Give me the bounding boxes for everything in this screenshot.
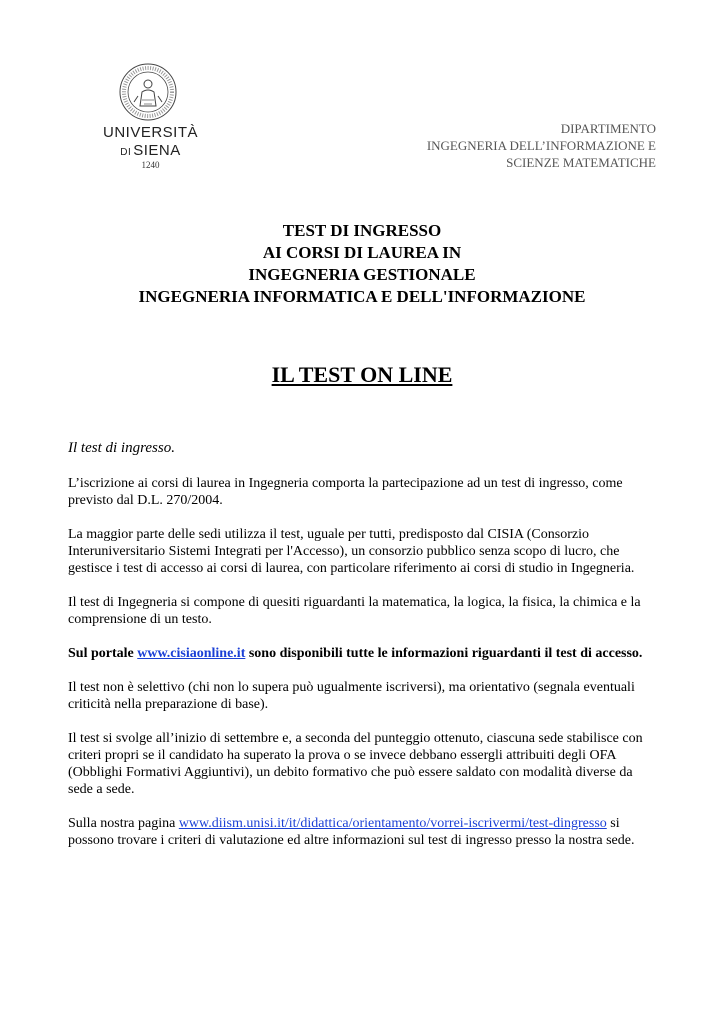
paragraph-4-after: sono disponibili tutte le informazioni riguardanti il test di accesso. xyxy=(245,646,643,661)
logo-siena: SIENA xyxy=(133,142,181,159)
paragraph-7-before: Sulla nostra pagina xyxy=(68,816,179,831)
paragraph-7-after: si possono trovare i criteri di valutazione ed altre informazioni sul test di ingresso presso la nostra sede. xyxy=(68,816,635,848)
department-line-1: DIPARTIMENTO xyxy=(560,121,656,136)
title-line-2: AI CORSI DI LAUREA IN xyxy=(262,243,462,262)
paragraph-4 xyxy=(68,645,658,662)
section-heading: Il test di ingresso. xyxy=(68,440,175,456)
paragraph-1: L’iscrizione ai corsi di laurea in Ingegneria comporta la partecipazione ad un test di ingresso, come previsto dal D.L. 270/2004. xyxy=(68,476,623,508)
logo-di-siena xyxy=(98,142,203,159)
university-seal-icon xyxy=(118,62,178,122)
logo-year: 1240 xyxy=(141,160,160,170)
diism-test-page-link[interactable]: www.diism.unisi.it/it/didattica/orientamento/vorrei-iscrivermi/test-dingresso xyxy=(178,816,607,831)
paragraph-6: Il test si svolge all’inizio di settembre e, a seconda del punteggio ottenuto, ciascuna sede stabilisce con criteri propri se il candidato ha superato la prova o se invece debbano essergli attribuiti degli OFA (Obblighi Formativi Aggiuntivi), un debito formativo che può essere saldato con modalità diverse da sede a sede. xyxy=(68,731,643,797)
logo-di: DI xyxy=(120,147,132,158)
department-line-3: SCIENZE MATEMATICHE xyxy=(506,155,656,170)
paragraph-3: Il test di Ingegneria si compone di quesiti riguardanti la matematica, la logica, la fisica, la chimica e la comprensione di un testo. xyxy=(68,595,641,627)
main-title: IL TEST ON LINE xyxy=(271,362,453,387)
logo-universita: UNIVERSITÀ xyxy=(102,124,198,141)
title-line-3: INGEGNERIA GESTIONALE xyxy=(248,265,476,284)
department-header xyxy=(427,120,656,171)
paragraph-7 xyxy=(68,815,658,849)
title-line-1: TEST DI INGRESSO xyxy=(282,221,442,240)
paragraph-4-before: Sul portale xyxy=(68,646,138,661)
paragraph-5: Il test non è selettivo (chi non lo supera può ugualmente iscriversi), ma orientativo (segnala eventuali criticità nella preparazione di base). xyxy=(68,680,635,712)
document-titles xyxy=(0,220,724,308)
document-body xyxy=(68,440,658,866)
department-line-2: INGEGNERIA DELL’INFORMAZIONE E xyxy=(426,138,656,153)
title-line-4: INGEGNERIA INFORMATICA E DELL'INFORMAZIONE xyxy=(138,287,586,306)
paragraph-2: La maggior parte delle sedi utilizza il test, uguale per tutti, predisposto dal CISIA (Consorzio Interuniversitario Sistemi Integrati per l'Accesso), un consorzio pubblico senza scopo di lucro, che gestisce i test di accesso ai corsi di laurea, con particolare riferimento ai corsi di studio in Ingegneria. xyxy=(68,527,635,576)
university-logo xyxy=(98,62,248,172)
cisiaonline-link[interactable]: www.cisiaonline.it xyxy=(137,646,246,661)
